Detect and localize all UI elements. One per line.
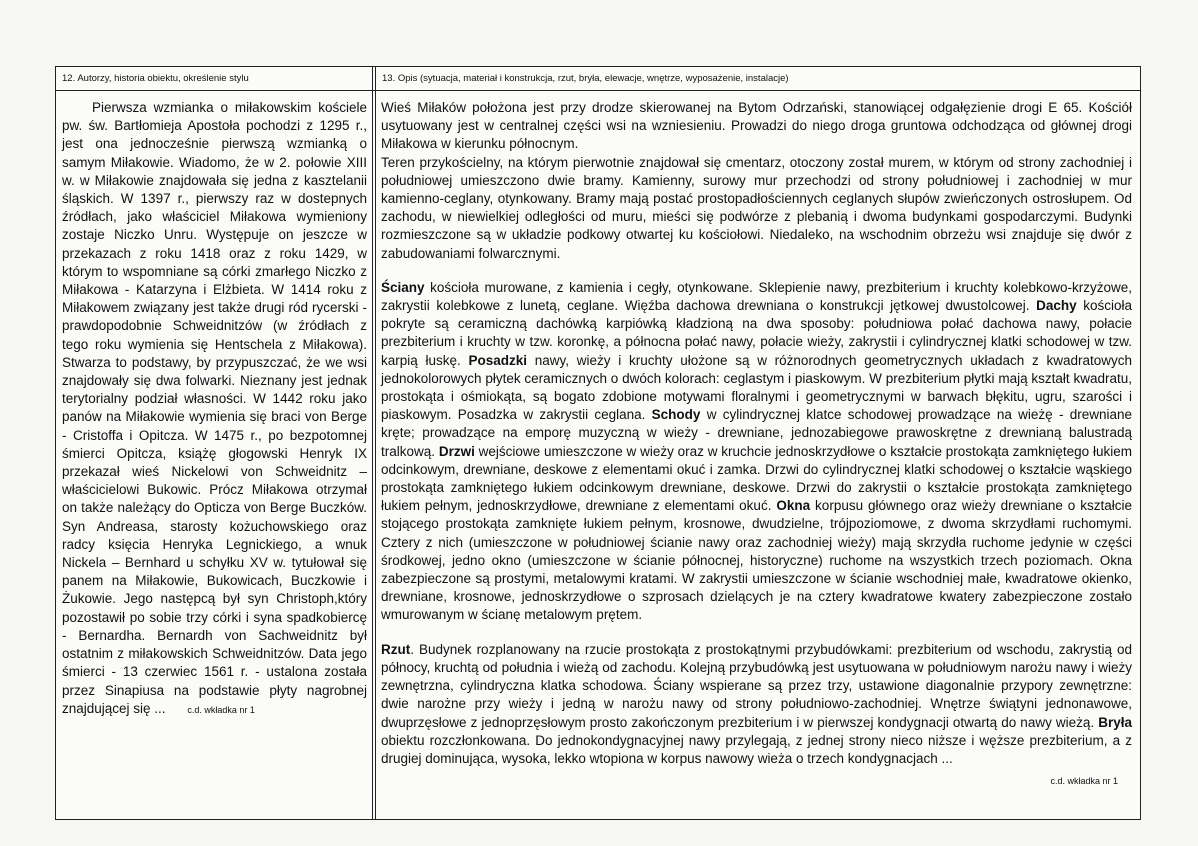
section-text: kościoła pokryte są ceramiczną dachówką karpiówką kładzioną na dwa sposoby: południowa połać dachowa nawy, połacie prezbiterium i kruchty w tzw. koronkę, a północna połać nawy, połacie wieży, zakrystii i cylindrycznej klatki schodowej w tzw. karpią łuskę. (381, 298, 1132, 368)
description-column (376, 67, 1140, 819)
section-text: korpusu głównego oraz wieży drewniane o kształcie stojącego prostokąta zamknięte łukiem pełnym, krosnowe, dwudzielne, trójpoziomowe, z dwoma skrzydłami ruchomymi. Cztery z nich (umieszczone w południowej ścianie nawy oraz zachodniej wieży) mają skrzydła ruchome jedynie w części środkowej, jedno okno (umieszczone w ścianie północnej, historyczne) ruchome na wszystkich trzech poziomach. Okna zabezpieczone są prostymi, metalowymi kratami. W zakrystii umieszczone w ścianie wschodniej małe, kwadratowe okienko, drewniane, krosnowe, jednoskrzydłowe o szprosach dzielących je na cztery kwadratowe kwatery zabezpieczone zostało wmurowanym w ścianę metalowym prętem. (381, 498, 1132, 623)
history-continuation-note: c.d. wkładka nr 1 (187, 704, 255, 715)
section-term: Schody (651, 407, 701, 423)
construction-paragraph (381, 279, 1132, 625)
section-term: Drzwi (438, 443, 475, 459)
section-text: . Budynek rozplanowany na rzucie prostokąta z prostokątnymi przybudówkami: prezbiterium od wschodu, zakrystią od północy, kruchtą od południa i wieżą od zachodu. Kolejną przybudówką jest usytuowana w południowym narożu nawy i wieży zewnętrzna, cylindryczna klatka schodowa. Ściany wspierane są przez trzy, ustawione diagonalnie przypory zewnętrzne: dwie narożne przy wieży i jedną w narożu nawy od strony południowo-zachodniej. Wnętrze świątyni jednonawowe, dwuprzęsłowe z jednoprzęsłowym prosto zakończonym prezbiterium i w pierwszej kondygnacji otwartą do nawy wieżą. (381, 641, 1132, 730)
churchyard-paragraph: Teren przykościelny, na którym pierwotnie znajdował się cmentarz, otoczony został murem, w którym od strony zachodniej i południowej umieszczono dwie bramy. Kamienny, surowy mur przechodzi od strony południowej i zachodniej w mur kamienno-ceglany, otynkowany. Bramy mają postać prostopadłościennych ceglanych słupów zwieńczonych ostrosłupem. Od zachodu, w niewielkiej odległości od muru, mieści się podwórze z plebanią i dwoma budynkami gospodarczymi. Budynki rozmieszczone są w układzie podkowy otwartej ku kościołowi. Niedaleko, na wschodnim obrzeżu wsi znajduje się dwór z zabudowaniami folwarcznymi. (381, 154, 1132, 261)
description-text (376, 91, 1140, 787)
section-text: w cylindrycznej klatce schodowej prowadzące na wieżę - drewniane kręte; prowadzące na emporę muzyczną w wieży - drewniane, jednozabiegowe prawoskrętne z drewnianą balustradą tralkową. (381, 407, 1132, 459)
section-text: obiektu rozczłonkowana. Do jednokondygnacyjnej nawy przylegają, z jednej strony nieco niższe i węższe prezbiterium, a z drugiej dominująca, wysoka, lekko wtopiona w korpus nawowy wieża o trzech kondygnacjach ... (381, 732, 1132, 766)
section-term: Dachy (1036, 298, 1077, 314)
section-term: Ściany (381, 279, 425, 295)
section-term: Bryła (1098, 714, 1132, 730)
section-term: Okna (776, 498, 811, 514)
section-term: Rzut (381, 641, 411, 657)
history-header: 12. Autorzy, historia obiektu, określenie stylu (56, 67, 375, 91)
section-text: wejściowe umieszczone w wieży oraz w kruchcie jednoskrzydłowe o kształcie prostokąta zamkniętego łukiem odcinkowym, drewniane, deskowe z elementami okuć i zamka. Drzwi do cylindrycznej klatki schodowej o kształcie wąskiego prostokąta zamkniętego łukiem odcinkowym drewniane, deskowe. Drzwi do zakrystii o kształcie prostokąta zamkniętego łukiem pełnym, jednoskrzydłowe, drewniane z elementami okuć. (381, 443, 1132, 514)
history-column (56, 67, 376, 819)
section-text: kościoła murowane, z kamienia i cegły, otynkowane. Sklepienie nawy, prezbiterium i kruchty kolebkowo-krzyżowe, zakrystii kolebkowe z lunetą, ceglane. Więźba dachowa drewniana o konstrukcji jętkowej dwustolcowej. (381, 279, 1132, 314)
form-sheet (55, 66, 1141, 820)
plan-paragraph (381, 641, 1132, 768)
location-paragraph: Wieś Miłaków położona jest przy drodze skierowanej na Bytom Odrzański, stanowiącej odgałęzienie drogi E 65. Kościół usytuowany jest w centralnej części wsi na wzniesieniu. Prowadzi do niego droga gruntowa odchodząca od głównej drogi Miłakowa w kierunku północnym. (381, 100, 1132, 152)
section-text: nawy, wieży i kruchty ułożone są w różnorodnych geometrycznych układach z kwadratowych jednokolorowych płytek ceramicznych o dwóch kolorach: ceglastym i piaskowym. W prezbiterium płytki mają kształt kwadratu, prostokąta i ośmiokąta, są bogato zdobione motywami floralnymi i geometrycznymi w barwach błękitu, ugru, szarości i piaskowym. Posadzka w zakrystii ceglana. (381, 352, 1132, 423)
history-paragraph: Pierwsza wzmianka o miłakowskim kościele pw. św. Bartłomieja Apostoła pochodzi z 1295 r., jest ona jednocześnie pierwszą wzmianką o samym Miłakowie. Wiadomo, że w 2. połowie XIII w. w Miłakowie znajdowała się jedna z kasztelanii śląskich. W 1397 r., pierwszy raz w dostepnych źródłach, jako właściciel Miłakowa wymieniony zostaje Niczko Unru. Występuje on jeszcze w przekazach z roku 1418 oraz z roku 1429, w którym to wspomniane są córki zmarłego Niczko z Miłakowa - Katarzyna i Elżbieta. W 1414 roku z Miłakowem związany jest także drugi ród rycerski - prawdopodobnie Schweidnitzów (w źródłach z tego roku wymienia się Hentschela z Miłakowa). Stwarza to podstawy, by przypuszczać, że we wsi znajdowały się dwa folwarki. Nieznany jest jednak terytorialny podział własności. W 1442 roku jako panów na Miłakowie wymienia się braci von Berge - Cristoffa i Opitcza. W 1475 r., po bezpotomnej śmierci Opitcza, książę głogowski Henryk IX przekazał wieś Nickelowi von Schweidnitz – właścicielowi Bukowic. Prócz Miłakowa otrzymał on także należący do Opticza von Berge Buczków. Syn Andreasa, starosty kożuchowskiego oraz radcy księcia Henryka Legnickiego, a wnuk Nickela – Bernhard u schyłku XV w. tytułował się panem na Miłakowie, Bukowicach, Buczkowie i Żukowie. Jego następcą był syn Christoph,który pozostawił po sobie trzy córki i syna spadkobiercę - Bernardha. Bernardh von Sachweidnitz był ostatnim z miłakowskich Schweidnitzów. Data jego śmierci - 13 czerwiec 1561 r. - ustalona została przez Sinapiusa na podstawie płyty nagrobnej znajdującej się ... (62, 100, 367, 716)
section-term: Posadzki (468, 352, 528, 368)
history-text (56, 91, 375, 719)
description-header: 13. Opis (sytuacja, materiał i konstrukcja, rzut, bryła, elewacje, wnętrze, wyposażenie, instalacje) (376, 67, 1140, 91)
description-continuation-note: c.d. wkładka nr 1 (1050, 776, 1118, 787)
